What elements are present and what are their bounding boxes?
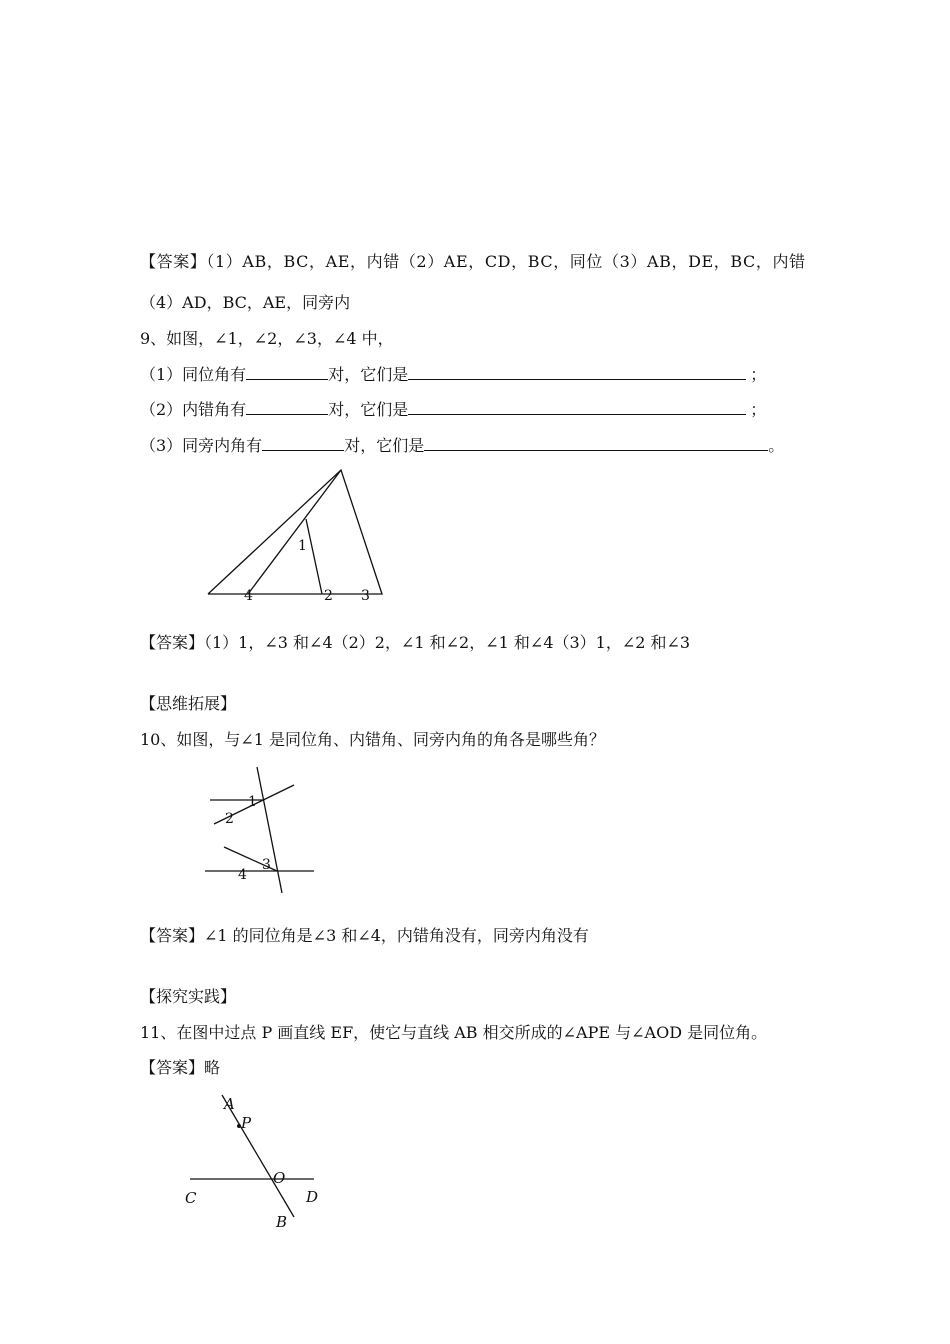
q11-label-d: D xyxy=(306,1188,319,1206)
q9-label-1: 1 xyxy=(298,538,307,554)
q11-label-b: B xyxy=(276,1213,288,1231)
q9-part1-end: ； xyxy=(750,365,767,384)
q9-segment-inner-right xyxy=(306,519,322,594)
q9-part2-label: （2）内错角有 xyxy=(140,400,247,419)
section-thinking-heading: 【思维拓展】 xyxy=(140,694,237,713)
q9-label-4: 4 xyxy=(244,588,253,604)
q10-transversal xyxy=(257,767,282,893)
q11-label-o: O xyxy=(273,1169,286,1187)
q9-part3 xyxy=(140,436,784,456)
q9-part3-count-blank xyxy=(262,436,344,451)
q9-part1-count-blank xyxy=(246,365,328,380)
q9-part1-mid: 对，它们是 xyxy=(328,365,409,384)
q9-label-3: 3 xyxy=(361,588,370,604)
q11-figure xyxy=(180,1090,330,1240)
q9-part1-answer-blank xyxy=(408,365,746,380)
q11-label-p: P xyxy=(241,1114,252,1132)
q9-answer: 【答案】（1）1，∠3 和∠4（2）2，∠1 和∠2，∠1 和∠4（3）1，∠2 和∠3 xyxy=(140,633,691,652)
q9-part3-mid: 对，它们是 xyxy=(344,436,425,455)
q9-part2-count-blank xyxy=(246,400,328,415)
q10-stem: 10、如图，与∠1 是同位角、内错角、同旁内角的角各是哪些角？ xyxy=(140,730,606,749)
answer-8-line2: （4）AD，BC，AE，同旁内 xyxy=(140,293,351,312)
q9-label-2: 2 xyxy=(324,588,333,604)
q9-stem: 9、如图，∠1，∠2，∠3，∠4 中， xyxy=(140,329,394,348)
section-practice-heading: 【探究实践】 xyxy=(140,987,237,1006)
q10-figure xyxy=(200,762,330,902)
q10-label-4: 4 xyxy=(238,867,247,883)
q11-label-c: C xyxy=(185,1189,197,1207)
answer-8-line1: 【答案】（1）AB，BC，AE，内错（2）AE，CD，BC，同位（3）AB，DE，BC，内错 xyxy=(140,252,806,271)
q11-answer: 【答案】略 xyxy=(140,1058,221,1077)
q9-part1-label: （1）同位角有 xyxy=(140,365,247,384)
q11-line-ab xyxy=(222,1095,294,1217)
q9-part3-answer-blank xyxy=(424,436,768,451)
q9-part2 xyxy=(140,400,766,420)
q10-label-1: 1 xyxy=(248,794,257,810)
q11-stem: 11、在图中过点 P 画直线 EF，使它与直线 AB 相交所成的∠APE 与∠AOD 是同位角。 xyxy=(140,1023,768,1042)
q10-label-2: 2 xyxy=(225,811,234,827)
q9-part1 xyxy=(140,365,766,385)
q9-triangle-figure xyxy=(200,462,400,612)
q10-answer: 【答案】∠1 的同位角是∠3 和∠4，内错角没有，同旁内角没有 xyxy=(140,926,589,945)
q11-label-a: A xyxy=(224,1095,235,1113)
q9-part2-mid: 对，它们是 xyxy=(328,400,409,419)
q9-part2-end: ； xyxy=(750,400,767,419)
q9-part2-answer-blank xyxy=(408,400,746,415)
q9-part3-label: （3）同旁内角有 xyxy=(140,436,263,455)
q10-label-3: 3 xyxy=(262,857,271,873)
q9-segment-inner-left xyxy=(248,470,341,594)
q9-part3-end: 。 xyxy=(768,436,785,455)
